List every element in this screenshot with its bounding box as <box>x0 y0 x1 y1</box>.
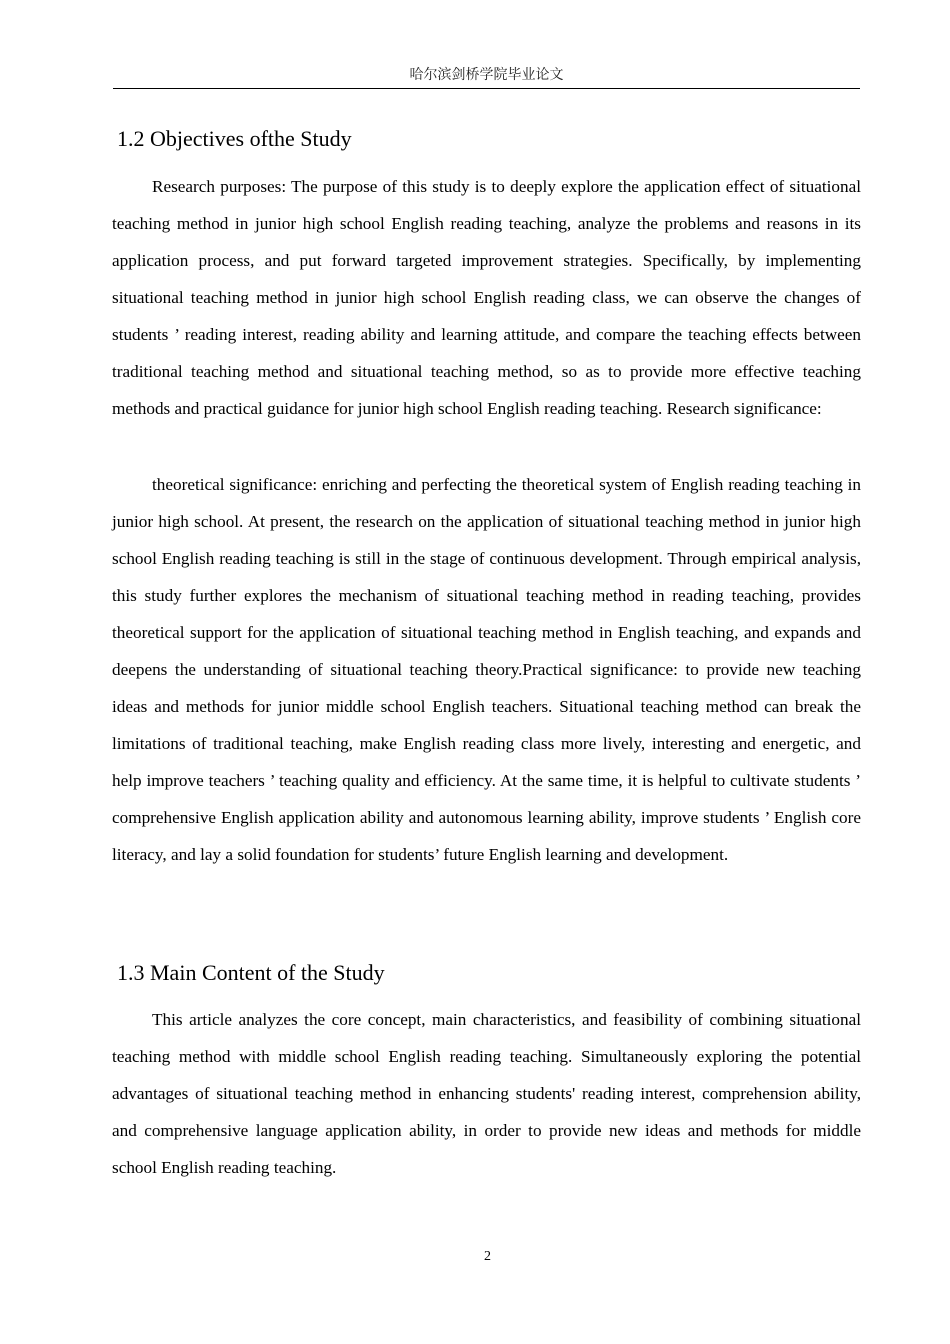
paragraph-research-purposes: Research purposes: The purpose of this study is to deeply explore the application effect of situational teaching method in junior high school English reading teaching, analyze the problems and reasons in its application process, and put forward targeted improvement strategies. Specifically, by implementing situational teaching method in junior high school English reading class, we can observe the changes of students ’ reading interest, reading ability and learning attitude, and compare the teaching effects between traditional teaching method and situational teaching method, so as to provide more effective teaching methods and practical guidance for junior high school English reading teaching. Research significance: <box>112 177 861 418</box>
section-body-significance <box>112 466 861 873</box>
header-rule <box>113 88 860 89</box>
section-body-objectives <box>112 168 861 427</box>
section-heading-objectives: 1.2 Objectives ofthe Study <box>117 126 352 151</box>
section-body-main-content <box>112 1001 861 1186</box>
paragraph-significance: theoretical significance: enriching and perfecting the theoretical system of English reading teaching in junior high school. At present, the research on the application of situational teaching method in junior high school English reading teaching is still in the stage of continuous development. Through empirical analysis, this study further explores the mechanism of situational teaching method in reading teaching, provides theoretical support for the application of situational teaching method in English teaching, and expands and deepens the understanding of situational teaching theory.Practical significance: to provide new teaching ideas and methods for junior middle school English teachers. Situational teaching method can break the limitations of traditional teaching, make English reading class more lively, interesting and energetic, and help improve teachers ’ teaching quality and efficiency. At the same time, it is helpful to cultivate students ’ comprehensive English application ability and autonomous learning ability, improve students ’ English core literacy, and lay a solid foundation for students’ future English learning and development. <box>112 475 861 864</box>
running-header: 哈尔滨剑桥学院毕业论文 <box>409 68 564 83</box>
paragraph-main-content: This article analyzes the core concept, main characteristics, and feasibility of combining situational teaching method with middle school English reading teaching. Simultaneously exploring the potential advantages of situational teaching method in enhancing students' reading interest, comprehension ability, and comprehensive language application ability, in order to provide new ideas and methods for middle school English reading teaching. <box>112 1010 861 1177</box>
section-heading-main-content: 1.3 Main Content of the Study <box>117 960 385 985</box>
page-number: 2 <box>484 1249 491 1264</box>
